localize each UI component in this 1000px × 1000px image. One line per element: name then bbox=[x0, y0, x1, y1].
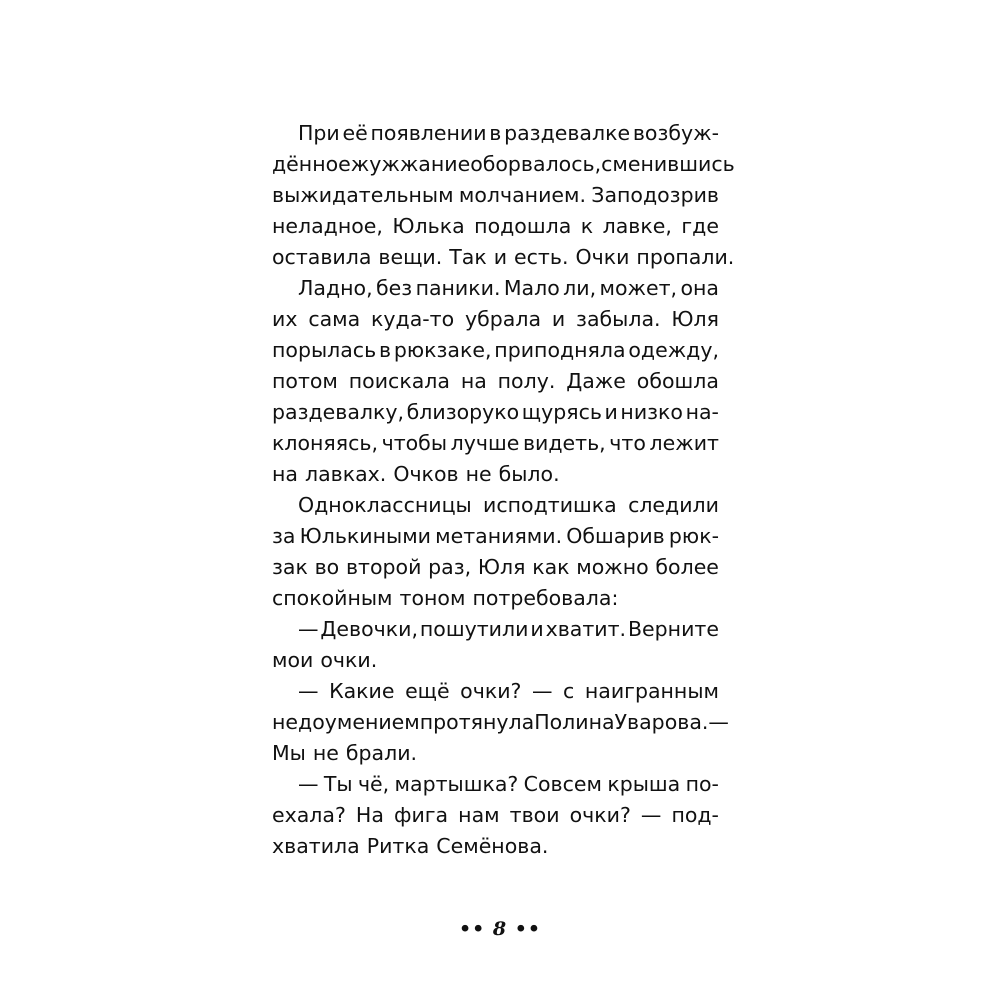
text-line: Одноклассницы исподтишка следили bbox=[298, 493, 719, 517]
text-line: за Юлькиными метаниями. Обшарив рюк- bbox=[272, 524, 719, 548]
text-line: оставила вещи. Так и есть. Очки пропали. bbox=[272, 245, 735, 269]
text-line: Ладно, без паники. Мало ли, может, она bbox=[298, 276, 719, 300]
text-line: При её появлении в раздевалке возбуж- bbox=[298, 121, 719, 145]
text-line: порылась в рюкзаке, приподняла одежду, bbox=[272, 338, 719, 362]
body-text bbox=[272, 118, 735, 862]
text-line: дённое жужжание оборвалось, сменившись bbox=[272, 152, 735, 176]
text-line: зак во второй раз, Юля как можно более bbox=[272, 555, 719, 579]
page-number: •• 8 •• bbox=[458, 918, 542, 940]
text-line: их сама куда-то убрала и забыла. Юля bbox=[272, 307, 719, 331]
text-line: — Какие ещё очки? — с наигранным bbox=[298, 679, 719, 703]
text-line: мои очки. bbox=[272, 648, 378, 672]
text-line: неладное, Юлька подошла к лавке, где bbox=[272, 214, 719, 238]
text-line: спокойным тоном потребовала: bbox=[272, 586, 619, 610]
text-line: хватила Ритка Семёнова. bbox=[272, 834, 549, 858]
text-line: выжидательным молчанием. Заподозрив bbox=[272, 183, 719, 207]
text-line: — Девочки, пошутили и хватит. Верните bbox=[298, 617, 719, 641]
text-line: недоумением протянула Полина Уварова. — bbox=[272, 710, 729, 734]
text-line: клоняясь, чтобы лучше видеть, что лежит bbox=[272, 431, 719, 455]
text-line: Мы не брали. bbox=[272, 741, 418, 765]
text-line: раздевалку, близоруко щурясь и низко на- bbox=[272, 400, 719, 424]
text-line: потом поискала на полу. Даже обошла bbox=[272, 369, 719, 393]
text-line: на лавках. Очков не было. bbox=[272, 462, 560, 486]
text-line: ехала? На фига нам твои очки? — под- bbox=[272, 803, 719, 827]
text-line: — Ты чё, мартышка? Совсем крыша по- bbox=[298, 772, 719, 796]
